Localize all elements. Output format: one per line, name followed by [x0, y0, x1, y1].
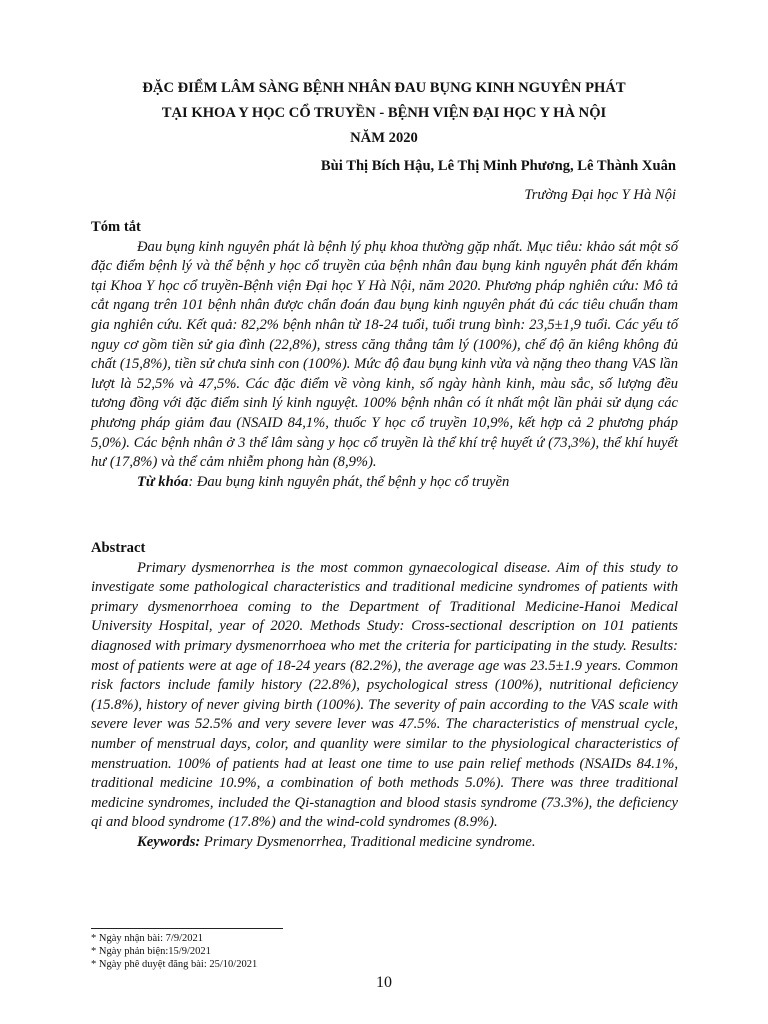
vn-abstract-heading: Tóm tắt	[91, 219, 141, 235]
english-abstract	[91, 539, 678, 853]
footnote-received: * Ngày nhận bài: 7/9/2021	[91, 933, 203, 944]
affiliation: Trường Đại học Y Hà Nội	[524, 187, 676, 203]
en-abstract-heading: Abstract	[91, 540, 146, 556]
title-line-3: NĂM 2020	[350, 130, 418, 146]
title-line-1: ĐẶC ĐIỂM LÂM SÀNG BỆNH NHÂN ĐAU BỤNG KINH NGUYÊN PHÁT	[142, 80, 626, 96]
vn-abstract-body: Đau bụng kinh nguyên phát là bệnh lý phụ khoa thường gặp nhất. Mục tiêu: khảo sát một số đặc điểm bệnh lý và thể bệnh y học cổ truyền của bệnh nhân đau bụng kinh nguyên phát đến khám tại Khoa Y học cổ truyền-Bệnh viện Đại học Y Hà Nội, năm 2020. Phương pháp nghiên cứu: Mô tả cắt ngang trên 101 bệnh nhân được chẩn đoán đau bụng kinh nguyên phát đủ các tiêu chuẩn tham gia nghiên cứu. Kết quả: 82,2% bệnh nhân từ 18-24 tuổi, tuổi trung bình: 23,5±1,9 tuổi. Các yếu tố nguy cơ gồm tiền sử gia đình (22,8%), stress căng thẳng tâm lý (100%), chế độ ăn kiêng không đủ chất (15,8%), tiền sử chưa sinh con (100%). Mức độ đau bụng kinh vừa và nặng theo thang VAS lần lượt là 52,5% và 47,5%. Các đặc điểm về vòng kinh, số ngày hành kinh, màu sắc, số lượng đều tương đồng với đặc điểm sinh lý kinh nguyệt. 100% bệnh nhân có ít nhất một lần phải sử dụng các phương pháp giảm đau (NSAID 84,1%, thuốc Y học cổ truyền 10,9%, kết hợp cả 2 phương pháp 5,0%). Các bệnh nhân ở 3 thể lâm sàng y học cổ truyền là thể khí trệ huyết ứ (73,3%), thể khí huyết hư (17,8%) và thể cảm nhiễm phong hàn (8,9%).	[91, 238, 678, 471]
en-keywords-label: Keywords:	[137, 833, 201, 850]
footnote-reviewed: * Ngày phản biện:15/9/2021	[91, 946, 211, 957]
page-number: 10	[376, 974, 392, 991]
vietnamese-abstract	[91, 218, 678, 492]
footnotes	[91, 932, 257, 971]
footnote-approved: * Ngày phê duyệt đăng bài: 25/10/2021	[91, 959, 258, 970]
authors: Bùi Thị Bích Hậu, Lê Thị Minh Phương, Lê Thành Xuân	[320, 158, 676, 174]
title-line-2: TẠI KHOA Y HỌC CỔ TRUYỀN - BỆNH VIỆN ĐẠI HỌC Y HÀ NỘI	[161, 105, 607, 121]
vn-keywords-text: : Đau bụng kinh nguyên phát, thể bệnh y học cổ truyền	[188, 473, 510, 490]
en-abstract-body: Primary dysmenorrhea is the most common gynaecological disease. Aim of this study to investigate some pathological characteristics and traditional medicine syndromes of patients with primary dysmenorrhoea coming to the Department of Traditional Medicine-Hanoi Medical University Hospital, year of 2020. Methods Study: Cross-sectional description on 101 patients diagnosed with primary dysmenorrhoea who met the criteria for participating in the study. Results: most of patients were at age of 18-24 years (82.2%), the average age was 23.5±1.9 years. Common risk factors include family history (22.8%), psychological stress (100%), nutritional deficiency (15.8%), history of never giving birth (100%). The severity of pain according to the VAS scale with severe lever was 52.5% and very severe lever was 47.5%. The characteristics of menstrual cycle, number of menstrual days, color, and quanlity were similar to the physiological characteristics of menstruation. 100% of patients had at least one time to use pain relief methods (NSAIDs 84.1%, traditional medicine 10.9%, a combination of both methods 5.0%). There was three traditional medicine syndromes, included the Qi-stanagtion and blood stasis syndrome (73.3%), the deficiency qi and blood syndrome (17.8%) and the wind-cold syndromes (8.9%).	[91, 559, 678, 831]
footnote-divider	[91, 928, 283, 929]
vn-keywords	[91, 473, 678, 493]
en-keywords-text: Primary Dysmenorrhea, Traditional medicine syndrome.	[200, 833, 536, 850]
en-keywords	[91, 833, 678, 853]
paper-title	[90, 76, 678, 151]
vn-keywords-label: Từ khóa	[137, 473, 189, 490]
